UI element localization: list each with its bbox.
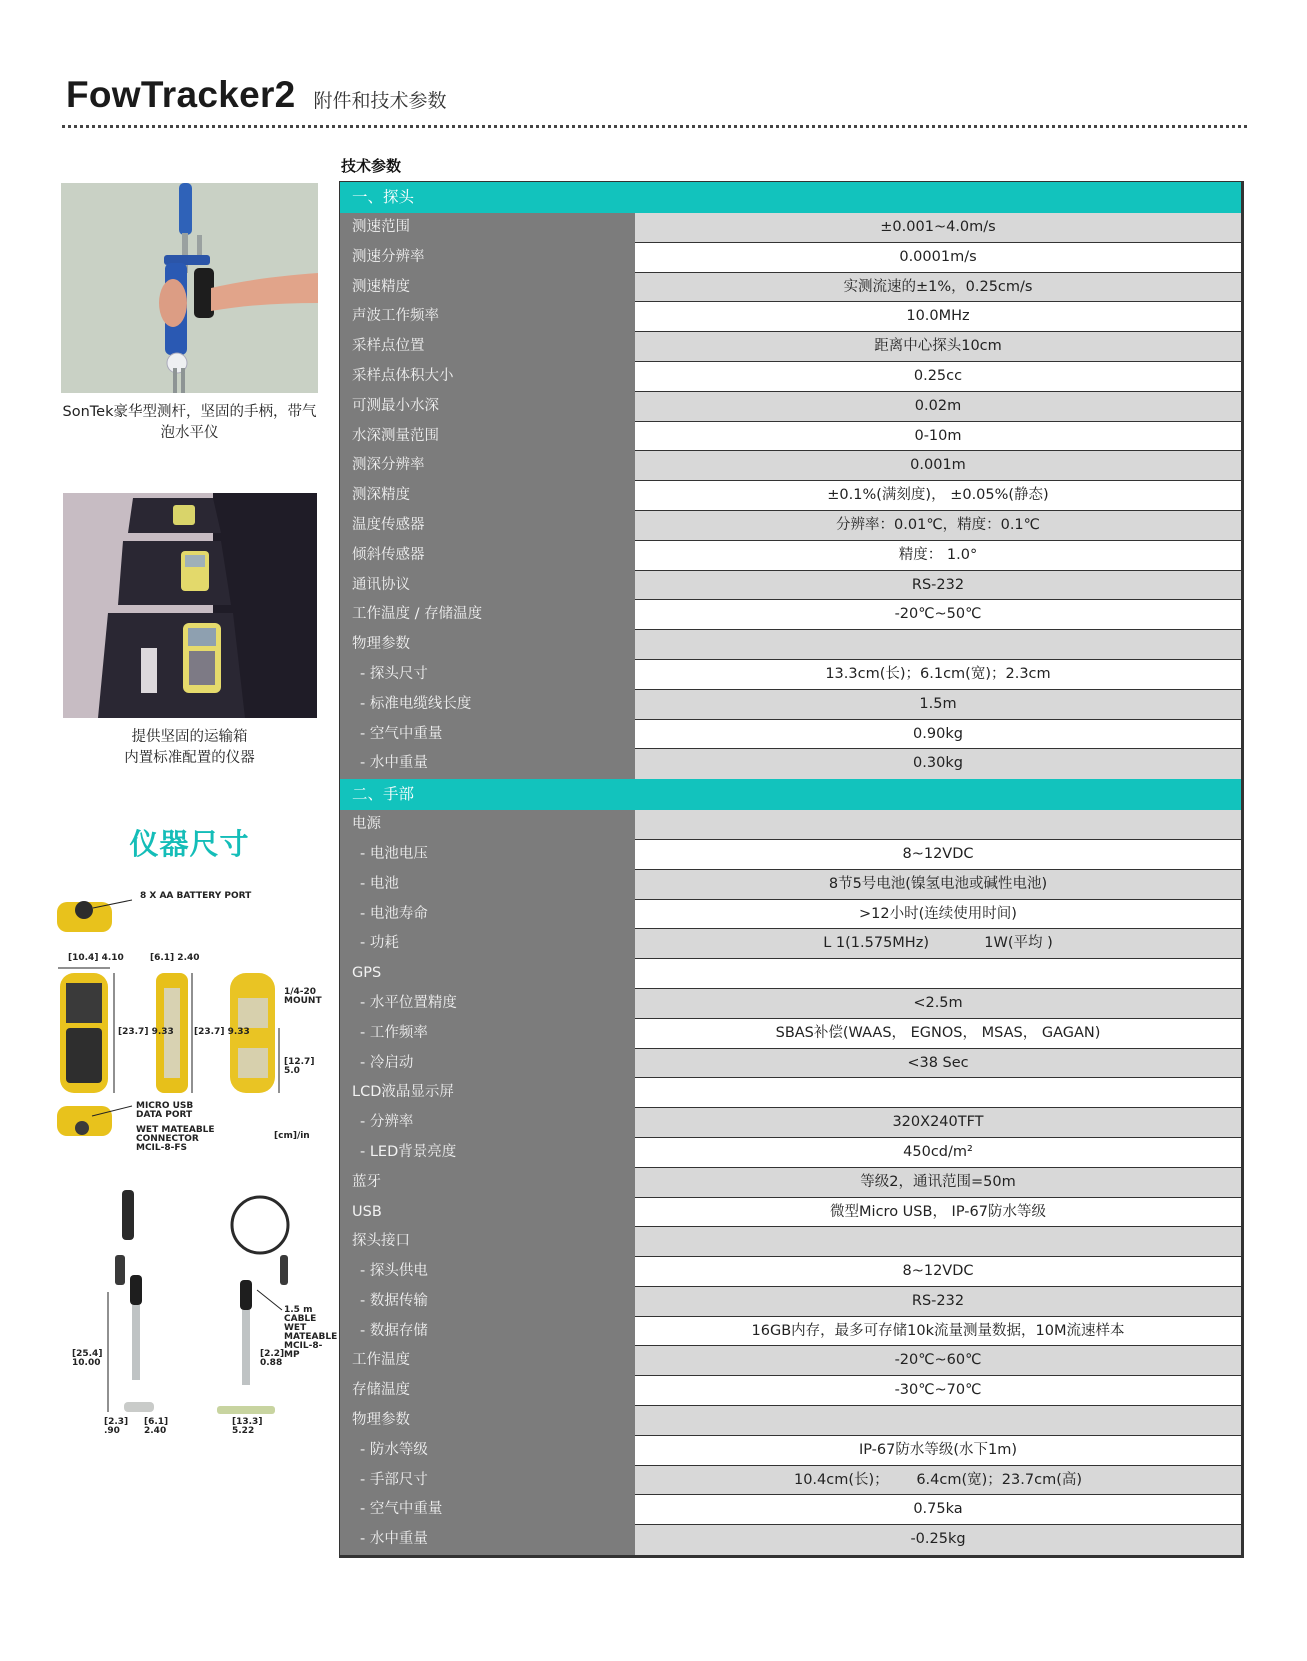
dimensions-heading: 仪器尺寸 (129, 827, 250, 861)
table-row (340, 1436, 1241, 1466)
spec-label: 测深分辨率 (340, 451, 635, 481)
height-side-label: [23.7] 9.33 (194, 1027, 250, 1037)
spec-label: - 数据存储 (340, 1317, 635, 1347)
spec-label: 倾斜传感器 (340, 541, 635, 571)
page-subtitle: 附件和技术参数 (313, 90, 447, 112)
probe-tip-label: [6.1] 2.40 (144, 1417, 169, 1436)
spec-label: - 探头供电 (340, 1257, 635, 1287)
table-row (340, 332, 1241, 362)
spec-label: - 水中重量 (340, 749, 635, 779)
table-row (340, 362, 1241, 392)
spec-value: 分辨率：0.01℃，精度：0.1℃ (635, 511, 1241, 541)
spec-label: 测速分辨率 (340, 243, 635, 273)
spec-value: 450cd/m² (635, 1138, 1241, 1168)
table-row (340, 213, 1241, 243)
spec-label: - 数据传输 (340, 1287, 635, 1317)
table-row (340, 660, 1241, 690)
section-header: 一、探头 (340, 182, 1241, 213)
table-row (340, 870, 1241, 900)
spec-value: 0-10m (635, 422, 1241, 452)
probe-diameter-label: [2.2] 0.88 (260, 1349, 285, 1368)
spec-label: - 空气中重量 (340, 720, 635, 750)
spec-label: - 水中重量 (340, 1525, 635, 1555)
battery-port-label: 8 X AA BATTERY PORT (140, 891, 252, 901)
spec-value: 16GB内存，最多可存储10k流量测量数据，10M流速样本 (635, 1317, 1241, 1347)
spec-label: 工作温度 / 存储温度 (340, 600, 635, 630)
table-row (340, 1138, 1241, 1168)
spec-value: 精度： 1.0° (635, 541, 1241, 571)
spec-value: L 1(1.575MHz) 1W(平均 ) (635, 929, 1241, 959)
table-row (340, 1019, 1241, 1049)
table-row (340, 1198, 1241, 1228)
table-row (340, 451, 1241, 481)
spec-label: - 手部尺寸 (340, 1466, 635, 1496)
spec-value: >12小时(连续使用时间) (635, 900, 1241, 930)
spec-label: 采样点体积大小 (340, 362, 635, 392)
spec-label: LCD液晶显示屏 (340, 1078, 635, 1108)
spec-label: 水深测量范围 (340, 422, 635, 452)
table-row (340, 989, 1241, 1019)
spec-label: 温度传感器 (340, 511, 635, 541)
spec-value: 10.4cm(长)； 6.4cm(宽)；23.7cm(高) (635, 1466, 1241, 1496)
table-row (340, 392, 1241, 422)
spec-label: 测速范围 (340, 213, 635, 243)
spec-value (635, 1078, 1241, 1108)
spec-value: SBAS补偿(WAAS， EGNOS， MSAS， GAGAN) (635, 1019, 1241, 1049)
carrying-case-caption (61, 727, 318, 769)
table-row (340, 720, 1241, 750)
spec-value: <38 Sec (635, 1049, 1241, 1079)
spec-value: 等级2，通讯范围=50m (635, 1168, 1241, 1198)
mount-label: 1/4-20 MOUNT (284, 987, 322, 1006)
spec-value (635, 1227, 1241, 1257)
spec-value (635, 959, 1241, 989)
spec-value: ±0.001~4.0m/s (635, 213, 1241, 243)
table-row (340, 1525, 1241, 1555)
spec-label: 物理参数 (340, 630, 635, 660)
probe-width-label: [13.3] 5.22 (232, 1417, 263, 1436)
wading-rod-caption: SonTek豪华型测杆，坚固的手柄，带气泡水平仪 (62, 404, 317, 441)
spec-label: - 电池电压 (340, 840, 635, 870)
spec-value: -30℃~70℃ (635, 1376, 1241, 1406)
spec-value: RS-232 (635, 1287, 1241, 1317)
table-row (340, 1257, 1241, 1287)
wet-connector-label: WET MATEABLE CONNECTOR MCIL-8-FS (136, 1125, 215, 1153)
table-row (340, 929, 1241, 959)
spec-value: 0.25cc (635, 362, 1241, 392)
cable-label: 1.5 m CABLE WET MATEABLE MCIL-8-MP (284, 1305, 338, 1360)
spec-value: 8节5号电池(镍氢电池或碱性电池) (635, 870, 1241, 900)
spec-value: 距离中心探头10cm (635, 332, 1241, 362)
spec-label: 物理参数 (340, 1406, 635, 1436)
table-row (340, 1317, 1241, 1347)
spec-value (635, 630, 1241, 660)
table-row (340, 1466, 1241, 1496)
height-front-label: [23.7] 9.33 (118, 1027, 174, 1037)
table-row (340, 1287, 1241, 1317)
table-row (340, 511, 1241, 541)
spec-value: IP-67防水等级(水下1m) (635, 1436, 1241, 1466)
spec-value: -20℃~50℃ (635, 600, 1241, 630)
spec-value: 0.02m (635, 392, 1241, 422)
page-title (66, 74, 447, 116)
spec-label: - LED背景亮度 (340, 1138, 635, 1168)
table-row (340, 600, 1241, 630)
carrying-case-photo (63, 493, 317, 718)
table-row (340, 900, 1241, 930)
mount-height-label: [12.7] 5.0 (284, 1057, 315, 1076)
table-row (340, 810, 1241, 840)
spec-label: 存储温度 (340, 1376, 635, 1406)
spec-label: - 探头尺寸 (340, 660, 635, 690)
spec-value: 0.90kg (635, 720, 1241, 750)
table-row (340, 1168, 1241, 1198)
spec-label: - 电池 (340, 870, 635, 900)
spec-label: - 标准电缆线长度 (340, 690, 635, 720)
spec-label: - 电池寿命 (340, 900, 635, 930)
carrying-case-caption-line2: 内置标准配置的仪器 (124, 750, 255, 766)
spec-value (635, 1406, 1241, 1436)
spec-label: - 功耗 (340, 929, 635, 959)
product-title: FowTracker2 (66, 74, 296, 115)
table-row (340, 1078, 1241, 1108)
spec-label: - 水平位置精度 (340, 989, 635, 1019)
width-label: [10.4] 4.10 (68, 953, 124, 963)
spec-label: 探头接口 (340, 1227, 635, 1257)
spec-label: - 空气中重量 (340, 1495, 635, 1525)
spec-value: 0.30kg (635, 749, 1241, 779)
table-row (340, 1346, 1241, 1376)
spec-value: 0.75ka (635, 1495, 1241, 1525)
table-row (340, 1108, 1241, 1138)
spec-value: 0.0001m/s (635, 243, 1241, 273)
spec-label: 可测最小水深 (340, 392, 635, 422)
carrying-case-caption-line1: 提供坚固的运输箱 (131, 729, 248, 745)
table-row (340, 1049, 1241, 1079)
spec-label: 电源 (340, 810, 635, 840)
handheld-dimension-diagram (52, 888, 332, 1153)
table-row (340, 481, 1241, 511)
spec-value: 8~12VDC (635, 1257, 1241, 1287)
table-row (340, 630, 1241, 660)
spec-value: -20℃~60℃ (635, 1346, 1241, 1376)
spec-label: GPS (340, 959, 635, 989)
spec-label: 测速精度 (340, 273, 635, 303)
wading-rod-illustration (61, 183, 318, 393)
spec-table (339, 181, 1244, 1558)
dotted-divider (62, 125, 1247, 128)
section-rows (340, 810, 1241, 1555)
spec-label: 通讯协议 (340, 571, 635, 601)
spec-value: RS-232 (635, 571, 1241, 601)
spec-value: 13.3cm(长)；6.1cm(宽)；2.3cm (635, 660, 1241, 690)
spec-label: - 冷启动 (340, 1049, 635, 1079)
probe-length-label: [25.4] 10.00 (72, 1349, 103, 1368)
section-rows (340, 213, 1241, 779)
spec-value: 320X240TFT (635, 1108, 1241, 1138)
units-label: [cm]/in (274, 1131, 310, 1141)
carrying-case-illustration (63, 493, 317, 718)
table-row (340, 1376, 1241, 1406)
spec-label: USB (340, 1198, 635, 1228)
table-row (340, 302, 1241, 332)
spec-label: 蓝牙 (340, 1168, 635, 1198)
probe-dimension-diagram (52, 1170, 338, 1436)
spec-label: 声波工作频率 (340, 302, 635, 332)
table-row (340, 541, 1241, 571)
table-row (340, 959, 1241, 989)
spec-label: 采样点位置 (340, 332, 635, 362)
table-row (340, 571, 1241, 601)
spec-value: -0.25kg (635, 1525, 1241, 1555)
spec-caption: 技术参数 (341, 157, 402, 175)
table-row (340, 749, 1241, 779)
spec-value: 实测流速的±1%，0.25cm/s (635, 273, 1241, 303)
spec-label: 测深精度 (340, 481, 635, 511)
table-row (340, 1495, 1241, 1525)
table-row (340, 273, 1241, 303)
spec-label: - 工作频率 (340, 1019, 635, 1049)
spec-label: - 分辨率 (340, 1108, 635, 1138)
spec-value: 1.5m (635, 690, 1241, 720)
table-row (340, 422, 1241, 452)
table-row (340, 1227, 1241, 1257)
table-row (340, 690, 1241, 720)
spec-label: - 防水等级 (340, 1436, 635, 1466)
wading-rod-photo (61, 183, 318, 393)
spec-value: <2.5m (635, 989, 1241, 1019)
spec-label: 工作温度 (340, 1346, 635, 1376)
probe-offset-label: [2.3] .90 (104, 1417, 129, 1436)
spec-value (635, 810, 1241, 840)
spec-value: ±0.1%(满刻度)， ±0.05%(静态) (635, 481, 1241, 511)
section-header: 二、手部 (340, 779, 1241, 810)
probe-drawing (52, 1170, 338, 1435)
spec-value: 10.0MHz (635, 302, 1241, 332)
spec-value: 8~12VDC (635, 840, 1241, 870)
spec-value: 微型Micro USB， IP-67防水等级 (635, 1198, 1241, 1228)
table-row (340, 243, 1241, 273)
table-row (340, 1406, 1241, 1436)
table-row (340, 840, 1241, 870)
usb-port-label: MICRO USB DATA PORT (136, 1101, 194, 1120)
depth-label: [6.1] 2.40 (150, 953, 200, 963)
spec-value: 0.001m (635, 451, 1241, 481)
